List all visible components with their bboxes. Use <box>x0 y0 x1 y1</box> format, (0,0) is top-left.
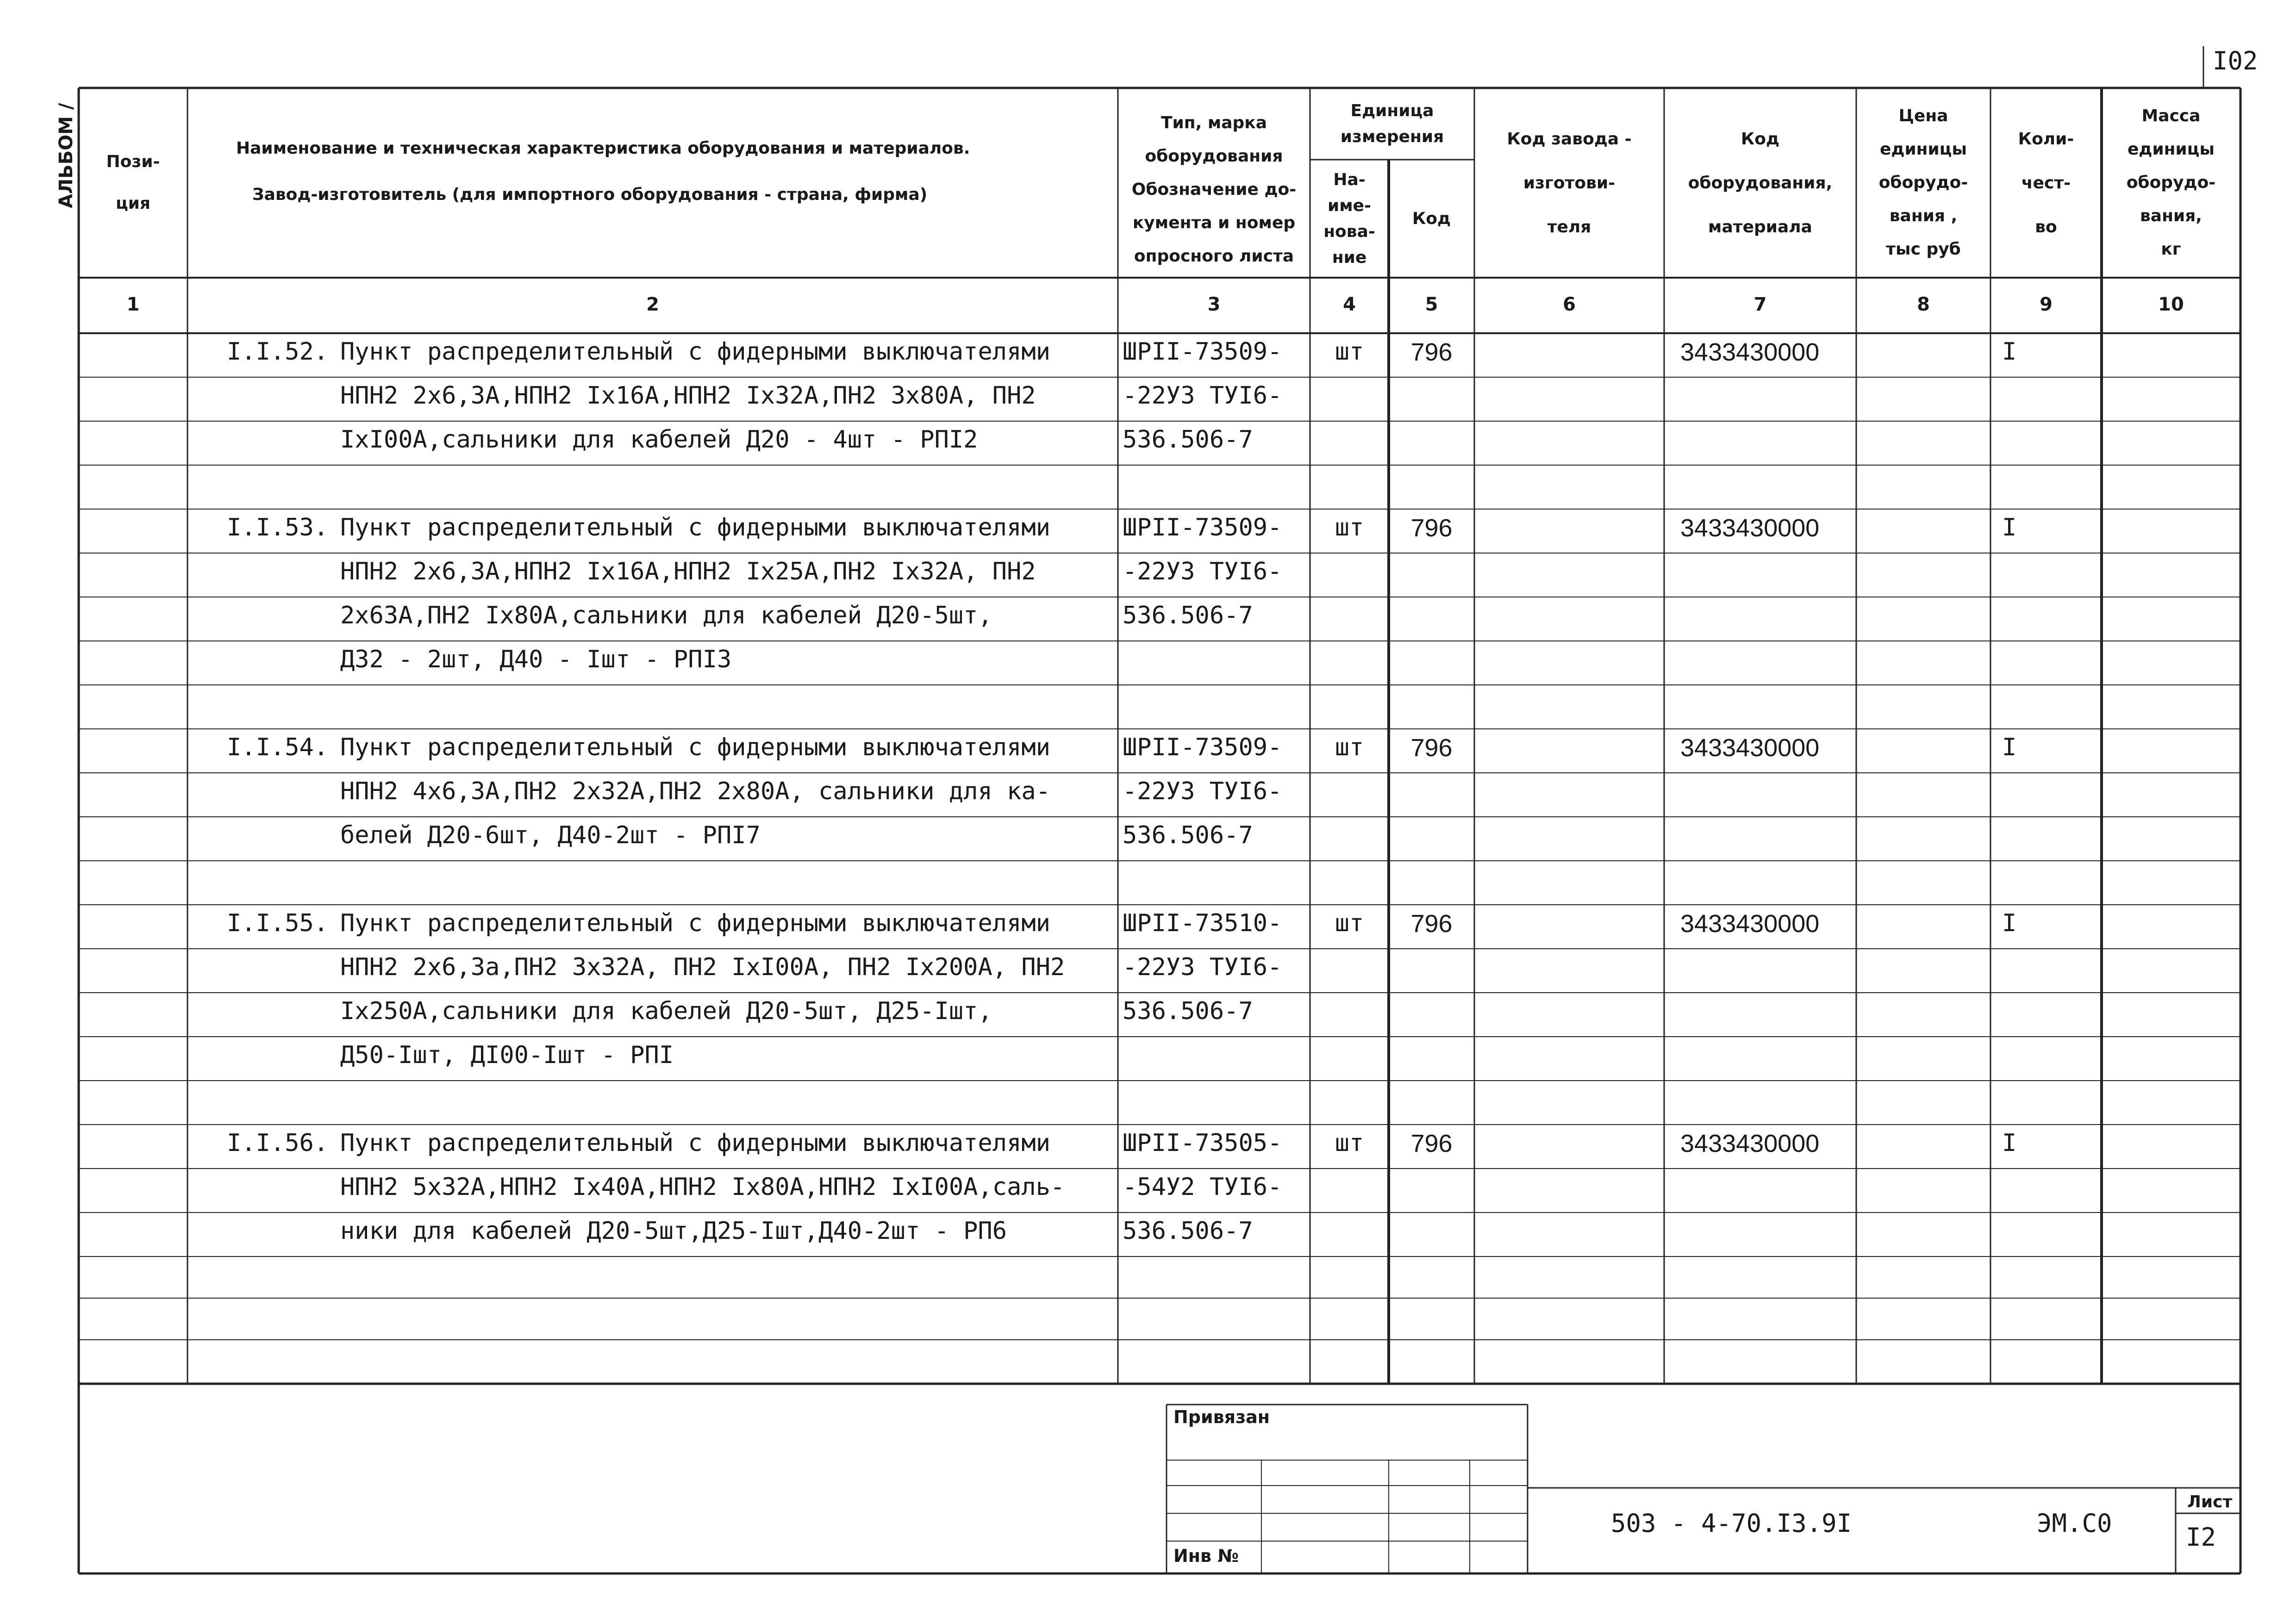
header-quantity-line: Коли- <box>2018 129 2074 149</box>
entry-type-line: ШРII-73509- <box>1123 734 1282 761</box>
entry-description-line: белей Д20-6шт, Д40-2шт - РПI7 <box>340 821 761 849</box>
entry-description-line: Пункт распределительный с фидерными выключателями <box>340 1129 1051 1157</box>
entry-type-line: ШРII-73509- <box>1123 338 1282 366</box>
entry-type-line: -22У3 ТУI6- <box>1123 953 1282 981</box>
entry-description-line: 2х63А,ПН2 Iх80А,сальники для кабелей Д20-5шт, <box>340 602 992 629</box>
header-unit-code-line: Код <box>1412 209 1451 228</box>
entry-unit-code: 796 <box>1410 910 1453 938</box>
entry-type-line: -22У3 ТУI6- <box>1123 382 1282 410</box>
entry-equipment-code: 3433430000 <box>1680 734 1820 762</box>
header-plant-code-line: Код завода - <box>1507 129 1632 149</box>
entry-description-line: Пункт распределительный с фидерными выключателями <box>340 909 1051 937</box>
column-number-8: 8 <box>1917 294 1930 315</box>
header-mass-line: единицы <box>2127 140 2215 159</box>
entry-description-line: НПН2 5х32А,НПН2 Iх40А,НПН2 Iх80А,НПН2 IхI00А,саль- <box>340 1173 1065 1201</box>
entry-unit: шт <box>1335 909 1364 937</box>
entry-description-line: Iх250А,сальники для кабелей Д20-5шт, Д25-Iшт, <box>340 997 992 1025</box>
header-plant-code-line: изготови- <box>1523 173 1616 193</box>
column-number-6: 6 <box>1563 294 1576 315</box>
entry-quantity: I <box>2002 514 2017 541</box>
entry-quantity: I <box>2002 1129 2017 1157</box>
entry-unit-code: 796 <box>1410 734 1453 762</box>
column-number-3: 3 <box>1207 294 1221 315</box>
column-number-9: 9 <box>2040 294 2053 315</box>
header-price-line: Цена <box>1898 106 1948 125</box>
column-number-1: 1 <box>126 294 140 315</box>
header-quantity-line: во <box>2035 217 2057 236</box>
entry-unit-code: 796 <box>1410 1130 1453 1157</box>
entry-type-line: ШРII-73509- <box>1123 514 1282 541</box>
column-number-5: 5 <box>1425 294 1438 315</box>
entry-type-line: ШРII-73505- <box>1123 1129 1282 1157</box>
entry-description-line: Д50-Iшт, ДI00-Iшт - РПI <box>340 1041 674 1069</box>
page-number: I02 <box>2213 46 2258 75</box>
entry-type-line: 536.506-7 <box>1123 997 1253 1025</box>
sheet-number: I2 <box>2186 1523 2216 1552</box>
entry-position: I.I.54. <box>227 734 329 761</box>
entry-description-line: Д32 - 2шт, Д40 - Iшт - РПI3 <box>340 646 732 673</box>
header-type-line: Обозначение до- <box>1131 180 1297 199</box>
entry-type-line: -22У3 ТУI6- <box>1123 777 1282 805</box>
header-plant-code-line: теля <box>1547 217 1591 236</box>
entry-type-line: 536.506-7 <box>1123 426 1253 454</box>
header-unit-name-line: На- <box>1333 170 1366 189</box>
header-quantity-line: чест- <box>2021 173 2071 193</box>
entry-position: I.I.55. <box>227 909 329 937</box>
entry-description-line: Пункт распределительный с фидерными выключателями <box>340 734 1051 761</box>
header-manufacturer-line: Завод-изготовитель (для импортного оборудования - страна, фирма) <box>252 185 928 204</box>
header-mass-line: кг <box>2161 240 2181 259</box>
document-mark: ЭМ.С0 <box>2037 1509 2112 1538</box>
entry-type-line: 536.506-7 <box>1123 1217 1253 1245</box>
entry-unit-code: 796 <box>1410 514 1453 542</box>
entry-type-line: ШРII-73510- <box>1123 909 1282 937</box>
header-price-line: единицы <box>1879 140 1967 159</box>
header-price-line: вания , <box>1889 206 1958 225</box>
album-side-label: АЛЬБОМ / <box>56 103 77 208</box>
entry-equipment-code: 3433430000 <box>1680 1130 1820 1157</box>
header-unit-line: Единица <box>1350 101 1434 120</box>
header-mass-line: оборудо- <box>2126 173 2216 192</box>
header-price-line: тыс руб <box>1886 240 1961 259</box>
sheet-label: Лист <box>2187 1492 2233 1511</box>
linked-label: Привязан <box>1173 1407 1270 1427</box>
entry-position: I.I.53. <box>227 514 329 541</box>
entry-quantity: I <box>2002 909 2017 937</box>
entry-description-line: НПН2 2х6,3а,ПН2 3х32А, ПН2 IхI00А, ПН2 Iх200А, ПН2 <box>340 953 1065 981</box>
column-number-10: 10 <box>2158 294 2184 315</box>
header-name-line: Наименование и техническая характеристика оборудования и материалов. <box>236 139 970 158</box>
entry-description-line: НПН2 2х6,3А,НПН2 Iх16А,НПН2 Iх25А,ПН2 Iх32А, ПН2 <box>340 558 1036 585</box>
entry-unit: шт <box>1335 338 1364 366</box>
entry-description-line: НПН2 2х6,3А,НПН2 Iх16А,НПН2 Iх32А,ПН2 3х80А, ПН2 <box>340 382 1036 410</box>
entry-equipment-code: 3433430000 <box>1680 910 1820 938</box>
entry-quantity: I <box>2002 734 2017 761</box>
entry-position: I.I.56. <box>227 1129 329 1157</box>
entry-description-line: IхI00А,сальники для кабелей Д20 - 4шт - РПI2 <box>340 426 978 454</box>
inventory-number-label: Инв № <box>1173 1546 1239 1566</box>
entry-position: I.I.52. <box>227 338 329 366</box>
entry-equipment-code: 3433430000 <box>1680 338 1820 366</box>
header-unit-name-line: име- <box>1327 196 1371 215</box>
entry-type-line: -54У2 ТУI6- <box>1123 1173 1282 1201</box>
entry-description-line: ники для кабелей Д20-5шт,Д25-Iшт,Д40-2шт - РП6 <box>340 1217 1007 1245</box>
entry-type-line: 536.506-7 <box>1123 821 1253 849</box>
header-position-line: Пози- <box>106 152 160 171</box>
header-type-line: Тип, марка <box>1160 113 1267 132</box>
column-number-4: 4 <box>1343 294 1356 315</box>
header-unit-name-line: ние <box>1332 248 1367 267</box>
entry-description-line: Пункт распределительный с фидерными выключателями <box>340 338 1051 366</box>
entry-description-line: Пункт распределительный с фидерными выключателями <box>340 514 1051 541</box>
header-equipment-code-line: Код <box>1741 129 1780 149</box>
entry-description-line: НПН2 4х6,3А,ПН2 2х32А,ПН2 2х80А, сальники для ка- <box>340 777 1051 805</box>
entry-unit-code: 796 <box>1410 338 1453 366</box>
header-unit-name-line: нова- <box>1323 222 1375 241</box>
header-type-line: кумента и номер <box>1132 213 1296 232</box>
header-equipment-code-line: оборудования, <box>1688 173 1833 193</box>
header-type-line: опросного листа <box>1134 247 1294 266</box>
entry-unit: шт <box>1335 1129 1364 1157</box>
entry-quantity: I <box>2002 338 2017 366</box>
header-mass-line: Масса <box>2141 106 2201 125</box>
entry-unit: шт <box>1335 734 1364 761</box>
header-mass-line: вания, <box>2140 206 2202 225</box>
header-position-line: ция <box>115 194 151 213</box>
entry-type-line: 536.506-7 <box>1123 602 1253 629</box>
entry-unit: шт <box>1335 514 1364 541</box>
header-type-line: оборудования <box>1145 147 1283 166</box>
header-unit-line: измерения <box>1340 127 1444 146</box>
entry-equipment-code: 3433430000 <box>1680 514 1820 542</box>
document-code: 503 - 4-70.I3.9I <box>1611 1509 1852 1538</box>
header-equipment-code-line: материала <box>1708 217 1812 236</box>
column-number-2: 2 <box>646 294 659 315</box>
column-number-7: 7 <box>1753 294 1767 315</box>
header-price-line: оборудо- <box>1878 173 1968 192</box>
entry-type-line: -22У3 ТУI6- <box>1123 558 1282 585</box>
